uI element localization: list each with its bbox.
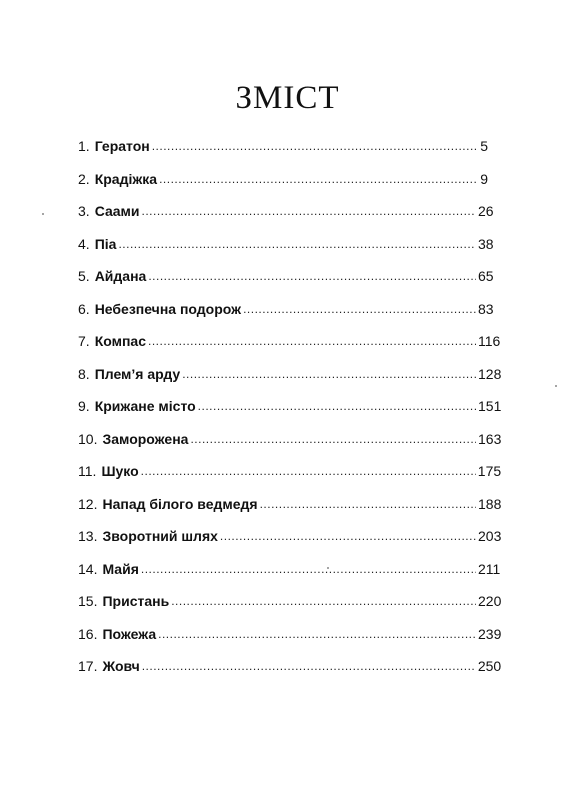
chapter-title: Заморожена bbox=[102, 430, 189, 447]
toc-entry bbox=[78, 526, 502, 559]
chapter-title: Жовч bbox=[102, 658, 140, 674]
chapter-title: Айдана bbox=[94, 268, 147, 284]
chapter-title: Саами bbox=[94, 203, 140, 219]
paper-speck bbox=[42, 213, 44, 215]
page-number: 175 bbox=[477, 463, 502, 479]
dot-leader bbox=[142, 201, 476, 221]
toc-entry bbox=[78, 429, 502, 462]
chapter-title: Компас bbox=[94, 333, 146, 349]
dot-leader bbox=[142, 656, 476, 676]
chapter-number: 3. bbox=[78, 203, 90, 219]
paper-speck bbox=[327, 567, 329, 569]
dot-leader bbox=[152, 136, 476, 156]
page-number: 203 bbox=[478, 528, 502, 544]
toc-entry bbox=[78, 169, 488, 202]
chapter-number: 13. bbox=[78, 528, 98, 544]
dot-leader bbox=[220, 526, 476, 546]
chapter-number: 2. bbox=[78, 170, 90, 187]
chapter-title: Плем’я арду bbox=[94, 365, 181, 382]
chapter-title: Пристань bbox=[102, 593, 170, 609]
toc-entry bbox=[78, 656, 502, 689]
chapter-title: Майя bbox=[102, 560, 139, 577]
dot-leader bbox=[158, 624, 476, 644]
chapter-title: Пожежа bbox=[102, 625, 157, 642]
page-number: 220 bbox=[478, 593, 502, 609]
dot-leader bbox=[182, 364, 476, 384]
dot-leader bbox=[141, 461, 476, 481]
dot-leader bbox=[171, 591, 476, 611]
chapter-number: 15. bbox=[78, 593, 98, 609]
dot-leader bbox=[159, 169, 476, 189]
page-number: 163 bbox=[478, 430, 502, 447]
chapter-number: 8. bbox=[78, 365, 90, 382]
chapter-number: 1. bbox=[78, 138, 90, 154]
page-number: 5 bbox=[480, 138, 488, 154]
chapter-number: 17. bbox=[78, 658, 98, 674]
toc-entry bbox=[78, 591, 502, 624]
chapter-number: 16. bbox=[78, 625, 98, 642]
page-number: 211 bbox=[478, 560, 501, 577]
chapter-title: Крадіжка bbox=[94, 170, 158, 187]
dot-leader bbox=[148, 266, 476, 286]
toc-entry bbox=[78, 136, 488, 169]
toc-entry bbox=[78, 396, 502, 429]
toc-entry bbox=[78, 494, 502, 527]
chapter-title: Гератон bbox=[94, 138, 150, 154]
dot-leader bbox=[190, 429, 476, 449]
page-number: 250 bbox=[477, 658, 502, 674]
toc-entry bbox=[78, 559, 501, 592]
chapter-title: Піа bbox=[94, 235, 117, 252]
page-number: 38 bbox=[478, 235, 494, 252]
toc-entry bbox=[78, 624, 502, 657]
chapter-title: Крижане місто bbox=[94, 398, 196, 414]
page-title: ЗМІСТ bbox=[235, 80, 340, 116]
dot-leader bbox=[260, 494, 476, 514]
chapter-number: 4. bbox=[78, 235, 90, 252]
page-number: 239 bbox=[478, 625, 502, 642]
chapter-number: 11. bbox=[78, 463, 97, 479]
page-number: 65 bbox=[478, 268, 494, 284]
dot-leader bbox=[243, 299, 476, 319]
page-number: 9 bbox=[480, 170, 488, 187]
dot-leader bbox=[198, 396, 476, 416]
toc-entry bbox=[78, 234, 494, 267]
chapter-number: 9. bbox=[78, 398, 90, 414]
page-number: 116 bbox=[478, 333, 501, 349]
chapter-number: 10. bbox=[78, 430, 98, 447]
toc-entry bbox=[78, 364, 502, 397]
chapter-number: 7. bbox=[78, 333, 90, 349]
page-number: 83 bbox=[478, 300, 494, 317]
page-number: 151 bbox=[478, 398, 502, 414]
dot-leader bbox=[141, 559, 476, 579]
toc-entry bbox=[78, 201, 494, 234]
chapter-number: 12. bbox=[78, 495, 98, 512]
page-number: 128 bbox=[478, 365, 502, 382]
page-number: 26 bbox=[478, 203, 494, 219]
toc-entry bbox=[78, 266, 494, 299]
chapter-title: Напад білого ведмедя bbox=[102, 495, 258, 512]
chapter-title: Зворотний шлях bbox=[102, 528, 218, 544]
toc-entry bbox=[78, 331, 501, 364]
page-number: 188 bbox=[478, 495, 502, 512]
paper-speck bbox=[555, 385, 557, 387]
chapter-number: 14. bbox=[78, 560, 98, 577]
chapter-number: 5. bbox=[78, 268, 90, 284]
toc-entry bbox=[78, 299, 494, 332]
dot-leader bbox=[148, 331, 476, 351]
dot-leader bbox=[118, 234, 476, 254]
chapter-number: 6. bbox=[78, 300, 90, 317]
chapter-title: Небезпечна подорож bbox=[94, 300, 242, 317]
toc-entry bbox=[78, 461, 502, 494]
chapter-title: Шуко bbox=[101, 463, 139, 479]
table-of-contents bbox=[78, 136, 502, 689]
